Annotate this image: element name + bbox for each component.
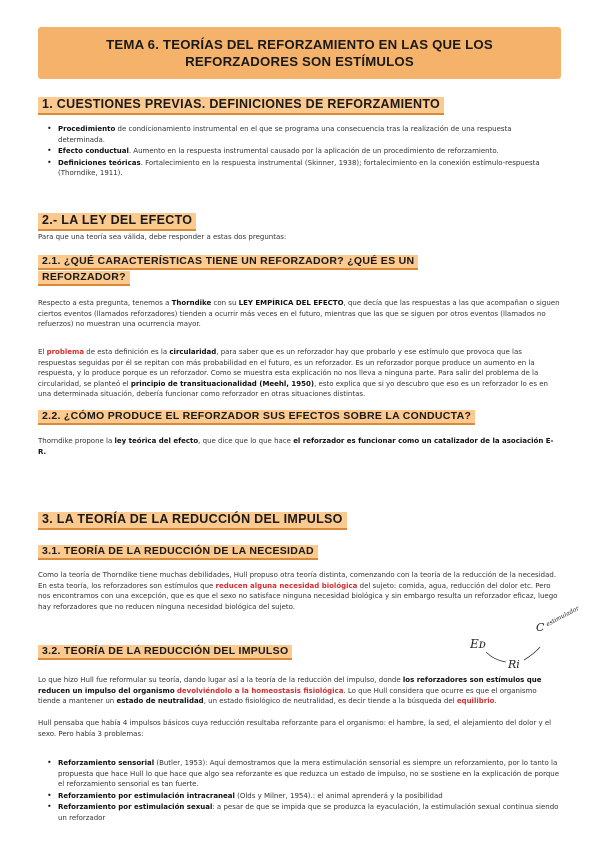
handwritten-c: C <box>536 621 545 634</box>
section-2-heading: 2.- LA LEY DEL EFECTO <box>38 213 196 231</box>
section-3-2-list <box>46 758 560 825</box>
handwritten-arrows <box>480 646 560 670</box>
handwritten-ed: Eᴅ <box>470 637 486 651</box>
section-1-list <box>46 124 558 180</box>
list-item: • Efecto conductual. Aumento en la respuesta instrumental causado por la aplicación de un procedimiento de reforzamiento. <box>58 146 558 157</box>
document-title-box <box>38 27 561 79</box>
list-item: • Reforzamiento sensorial (Butler, 1953): Aquí demostramos que la mera estimulación sensorial es siempre un reforzamiento, por lo tanto la propuesta que hace Hull lo que hace que algo sea reforzante es que reduzca un estado de impulso, no se sostiene en la explicación de porque el reforzamiento sensorial es tan fuerte. <box>58 758 560 790</box>
list-item: • Procedimiento de condicionamiento instrumental en el que se programa una consecuencia tras la realización de una respuesta determinada. <box>58 124 558 145</box>
section-3-1-heading: 3.1. TEORÍA DE LA REDUCCIÓN DE LA NECESIDAD <box>38 545 318 560</box>
section-2-1-paragraph-2: El problema de esta definición es la circularidad, para saber que es un reforzador hay que probarlo y ese estímulo que provoca que las respuestas seguidas por él se repitan con más probabilidad en el futuro, es un reforzador. Es un reforzador porque produce un aumento en la respuesta, y lo produce porque es un reforzador. Como se muestra esta explicación no nos lleva a ninguna parte. Para salir del problema de la circularidad, se planteó el principio de transituacionalidad (Meehl, 1950), esto explica que si yo descubro que eso es un reforzador lo es en una determinada situación, debería funcionar como reforzador en otras situaciones distintas. <box>38 348 548 399</box>
list-item: • Reforzamiento por estimulación sexual: a pesar de que se impida que se produzca la eyaculación, la estimulación sexual continua siendo un reforzador <box>58 802 560 823</box>
section-2-1-paragraph-1: Respecto a esta pregunta, tenemos a Thorndike con su LEY EMPÍRICA DEL EFECTO, que decía que las respuestas a las que acompañan o siguen ciertos eventos (llamados reforzadores) tienden a ocurrir más veces en el futuro, mientras que las que se siguen por otros eventos (llamados no refuerzos) no muestran una ocurrencia mayor. <box>38 299 560 329</box>
handwritten-estimulador: estimulador <box>545 604 581 629</box>
list-item: • Definiciones teóricas. Fortalecimiento en la respuesta instrumental (Skinner, 1938); fortalecimiento en la conexión estímulo-respuesta (Thorndike, 1911). <box>58 158 558 179</box>
title-line-1: TEMA 6. TEORÍAS DEL REFORZAMIENTO EN LAS QUE LOS <box>106 37 493 52</box>
section-3-1-paragraph: Como la teoría de Thorndike tiene muchas debilidades, Hull propuso otra teoría distinta, comenzando con la teoría de la reducción de la necesidad. En esta teoría, los reforzadores son estímulos que reducen alguna necesidad biológica del sujeto: comida, agua, reducción del dolor etc. Pero nos encontramos con una excepción, que es que el sexo no satisface ninguna necesidad biológica y sin embargo resulta un reforzador eficaz, luego hay reforzadores que no reducen ninguna necesidad biológica del sujeto. <box>38 571 558 611</box>
section-3-2-heading: 3.2. TEORÍA DE LA REDUCCIÓN DEL IMPULSO <box>38 645 292 660</box>
section-2-2-heading: 2.2. ¿CÓMO PRODUCE EL REFORZADOR SUS EFECTOS SOBRE LA CONDUCTA? <box>38 410 475 425</box>
section-2-1-heading-line-1: 2.1. ¿QUÉ CARACTERÍSTICAS TIENE UN REFORZADOR? ¿QUÉ ES UN <box>38 255 418 270</box>
section-2-intro: Para que una teoría sea válida, debe responder a estas dos preguntas: <box>38 233 287 241</box>
section-1-heading: 1. CUESTIONES PREVIAS. DEFINICIONES DE REFORZAMIENTO <box>38 97 444 115</box>
section-3-2-paragraph-1: Lo que hizo Hull fue reformular su teoría, dando lugar así a la teoría de la reducción del impulso, donde los reforzadores son estímulos que reducen un impulso del organismo devolviéndolo a la homeostasis fisiológica. Lo que Hull considera que ocurre es que el organismo tiende a mantener un estado de neutralidad, un estado fisiológico de neutralidad, es decir tiende a la búsqueda del equilibrio. <box>38 676 542 706</box>
section-2-2-paragraph: Thorndike propone la ley teórica del efecto, que dice que lo que hace el reforzador es funcionar como un catalizador de la asociación E-R. <box>38 437 554 456</box>
handwritten-ri: Ri <box>508 658 520 671</box>
list-item: • Reforzamiento por estimulación intracraneal (Olds y Milner, 1954).: el animal aprenderá y la posibilidad <box>58 791 560 802</box>
section-2-1-heading-line-2: REFORZADOR? <box>38 271 130 286</box>
title-line-2: REFORZADORES SON ESTÍMULOS <box>185 54 414 69</box>
section-3-2-paragraph-2: Hull pensaba que había 4 impulsos básicos cuya reducción resultaba reforzante para el organismo: el hambre, la sed, el alejamiento del dolor y el sexo. Pero había 3 problemas: <box>38 719 552 738</box>
section-3-heading: 3. LA TEORÍA DE LA REDUCCIÓN DEL IMPULSO <box>38 512 347 530</box>
